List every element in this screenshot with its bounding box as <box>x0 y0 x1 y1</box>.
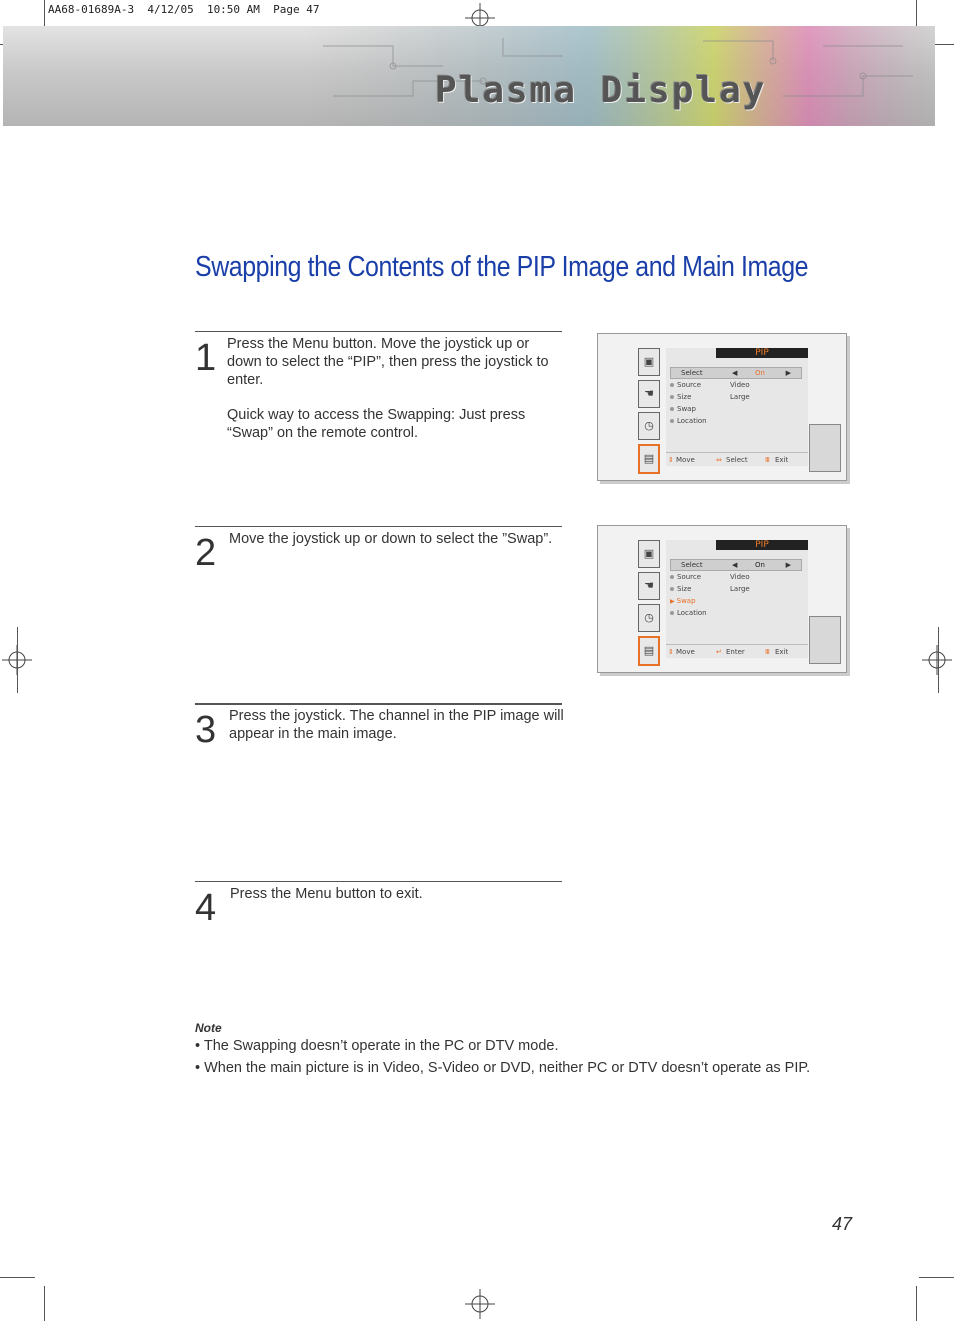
osd-side-icons <box>638 348 660 478</box>
select-arrows-icon: ⇔ <box>716 456 722 464</box>
menu-item-size: Size Large <box>670 585 691 593</box>
menu-footer: ⇕ Move ↵ Enter Ⅲ Exit <box>666 644 808 659</box>
note-line: • When the main picture is in Video, S-Video or DVD, neither PC or DTV doesn’t operate as PIP. <box>195 1060 811 1076</box>
bullet-icon <box>670 395 674 399</box>
menu-item-swap: Swap <box>670 405 696 413</box>
left-arrow-icon: ◀ <box>732 561 738 569</box>
banner-title: Plasma Display <box>435 70 767 111</box>
select-row <box>670 367 802 379</box>
right-arrow-icon: ▶ <box>785 369 791 377</box>
header-banner <box>3 26 935 126</box>
pip-window <box>809 616 841 664</box>
select-label: Select <box>681 369 703 377</box>
step-divider <box>195 526 562 527</box>
osd-side-icons <box>638 540 660 670</box>
bullet-icon <box>670 575 674 579</box>
menu-item-swap: ▶ Swap <box>670 597 696 605</box>
bullet-icon <box>670 611 674 615</box>
left-arrow-icon: ◀ <box>732 369 738 377</box>
step-divider <box>195 881 562 882</box>
select-value: On <box>755 369 765 377</box>
move-arrows-icon: ⇕ <box>668 456 674 464</box>
menu-item-source: Source Video <box>670 381 701 389</box>
menu-item-size: Size Large <box>670 393 691 401</box>
bullet-icon <box>670 419 674 423</box>
step-2-instructions: Move the joystick up or down to select the ”Swap”. <box>229 531 553 547</box>
exit-icon: Ⅲ <box>765 456 770 464</box>
step-number: 1 <box>195 337 217 379</box>
step-number: 2 <box>195 532 217 574</box>
setup-icon: ☚ <box>638 380 660 408</box>
print-job-code: AA68-01689A-3 4/12/05 10:50 AM Page 47 <box>48 3 320 16</box>
registration-mark-icon <box>465 1289 495 1319</box>
exit-icon: Ⅲ <box>765 648 770 656</box>
crop-mark <box>44 1286 45 1321</box>
crop-mark <box>17 627 18 693</box>
pip-icon: ▤ <box>638 636 660 666</box>
move-arrows-icon: ⇕ <box>668 648 674 656</box>
menu-item-location: Location <box>670 609 707 617</box>
right-arrow-icon: ▶ <box>785 561 791 569</box>
step-4-instructions: Press the Menu button to exit. <box>230 886 423 902</box>
menu-footer: ⇕ Move ⇔ Select Ⅲ Exit <box>666 452 808 467</box>
step-number: 4 <box>195 887 217 929</box>
select-row <box>670 559 802 571</box>
crop-mark <box>0 1277 35 1278</box>
crop-mark <box>938 627 939 693</box>
select-label: Select <box>681 561 703 569</box>
pip-icon: ▤ <box>638 444 660 474</box>
crop-mark <box>919 1277 954 1278</box>
bullet-icon <box>670 587 674 591</box>
crop-mark <box>916 1286 917 1321</box>
enter-icon: ↵ <box>716 648 722 656</box>
registration-mark-icon <box>922 645 952 675</box>
pip-menu <box>666 540 808 658</box>
page-title: Swapping the Contents of the PIP Image and Main Image <box>195 251 809 283</box>
menu-item-location: Location <box>670 417 707 425</box>
bullet-icon <box>670 407 674 411</box>
step-number: 3 <box>195 709 217 751</box>
setup-icon: ☚ <box>638 572 660 600</box>
bullet-icon <box>670 383 674 387</box>
step-1-instructions: Press the Menu button. Move the joystick up or down to select the “PIP”, then press the joystick to enter. Quick way to access the Swapping: Just press “Swap” on the remote control. <box>227 336 549 441</box>
menu-item-source: Source Video <box>670 573 701 581</box>
selected-arrow-icon: ▶ <box>670 598 675 605</box>
select-value: On <box>755 561 765 569</box>
pip-window <box>809 424 841 472</box>
picture-icon: ▣ <box>638 540 660 568</box>
osd-screenshot-pip-menu <box>597 333 847 481</box>
note-label: Note <box>195 1021 222 1035</box>
page-number: 47 <box>831 1214 852 1234</box>
step-3-instructions: Press the joystick. The channel in the PIP image will appear in the main image. <box>229 708 564 742</box>
note-line: • The Swapping doesn’t operate in the PC or DTV mode. <box>195 1038 559 1054</box>
picture-icon: ▣ <box>638 348 660 376</box>
menu-title: PIP <box>716 348 808 358</box>
clock-icon: ◷ <box>638 604 660 632</box>
step-divider <box>195 703 562 705</box>
step-divider <box>195 331 562 332</box>
clock-icon: ◷ <box>638 412 660 440</box>
menu-title: PIP <box>716 540 808 550</box>
osd-screenshot-swap-selected <box>597 525 847 673</box>
pip-menu <box>666 348 808 466</box>
